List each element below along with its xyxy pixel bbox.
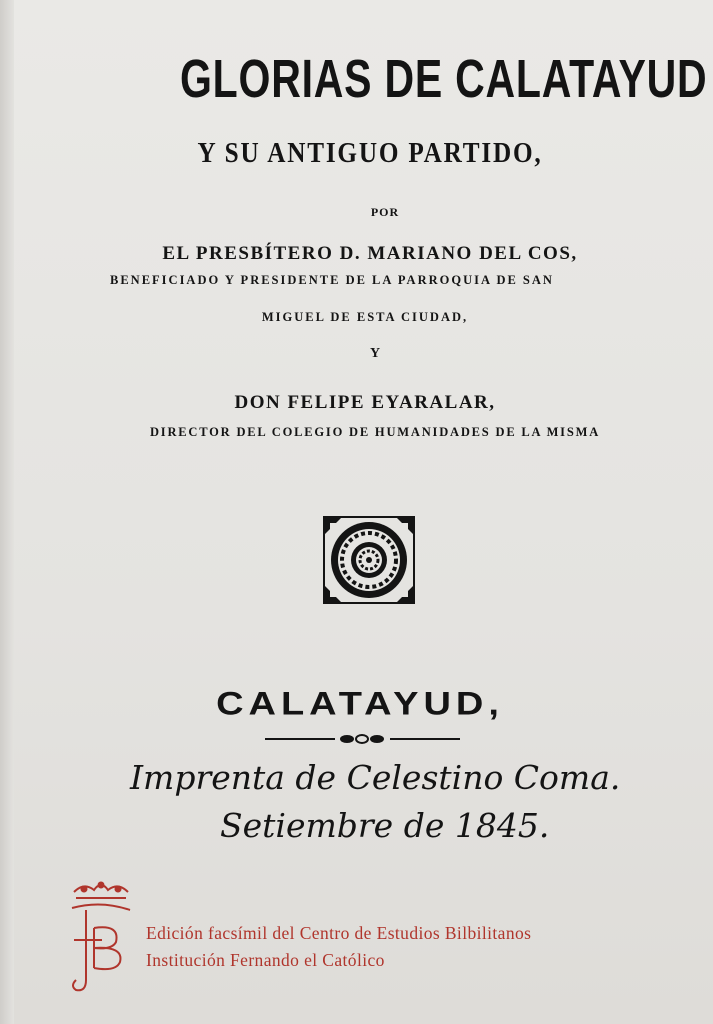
printer-line: Imprenta de Celestino Coma. [130,758,621,797]
book-subtitle: Y SU ANTIGUO PARTIDO, [197,138,543,169]
city-name: CALATAYUD, [216,686,504,722]
facsimile-credit-line-2: Institución Fernando el Católico [146,950,385,970]
author-2-role: DIRECTOR DEL COLEGIO DE HUMANIDADES DE LA MISMA [149,425,601,439]
facsimile-credit-line-1: Edición facsímil del Centro de Estudios Bilbilitanos [146,923,532,943]
by-label: POR [370,205,400,219]
publication-date: Setiembre de 1845. [220,806,550,845]
author-1-role-line-1: BENEFICIADO Y PRESIDENTE DE LA PARROQUIA DE SAN [110,273,554,287]
author-1-name: EL PRESBÍTERO D. MARIANO DEL COS, [162,243,578,264]
decorative-rule-icon [265,732,460,746]
institution-monogram-logo [66,880,136,1000]
page-spine-shadow [0,0,14,1024]
conjunction: Y [369,346,381,361]
rosette-ornament-icon [322,515,416,605]
author-1-role-line-2: MIGUEL DE ESTA CIUDAD, [261,310,469,324]
book-title: GLORIAS DE CALATAYUD [180,49,708,109]
author-2-name: DON FELIPE EYARALAR, [234,392,496,413]
